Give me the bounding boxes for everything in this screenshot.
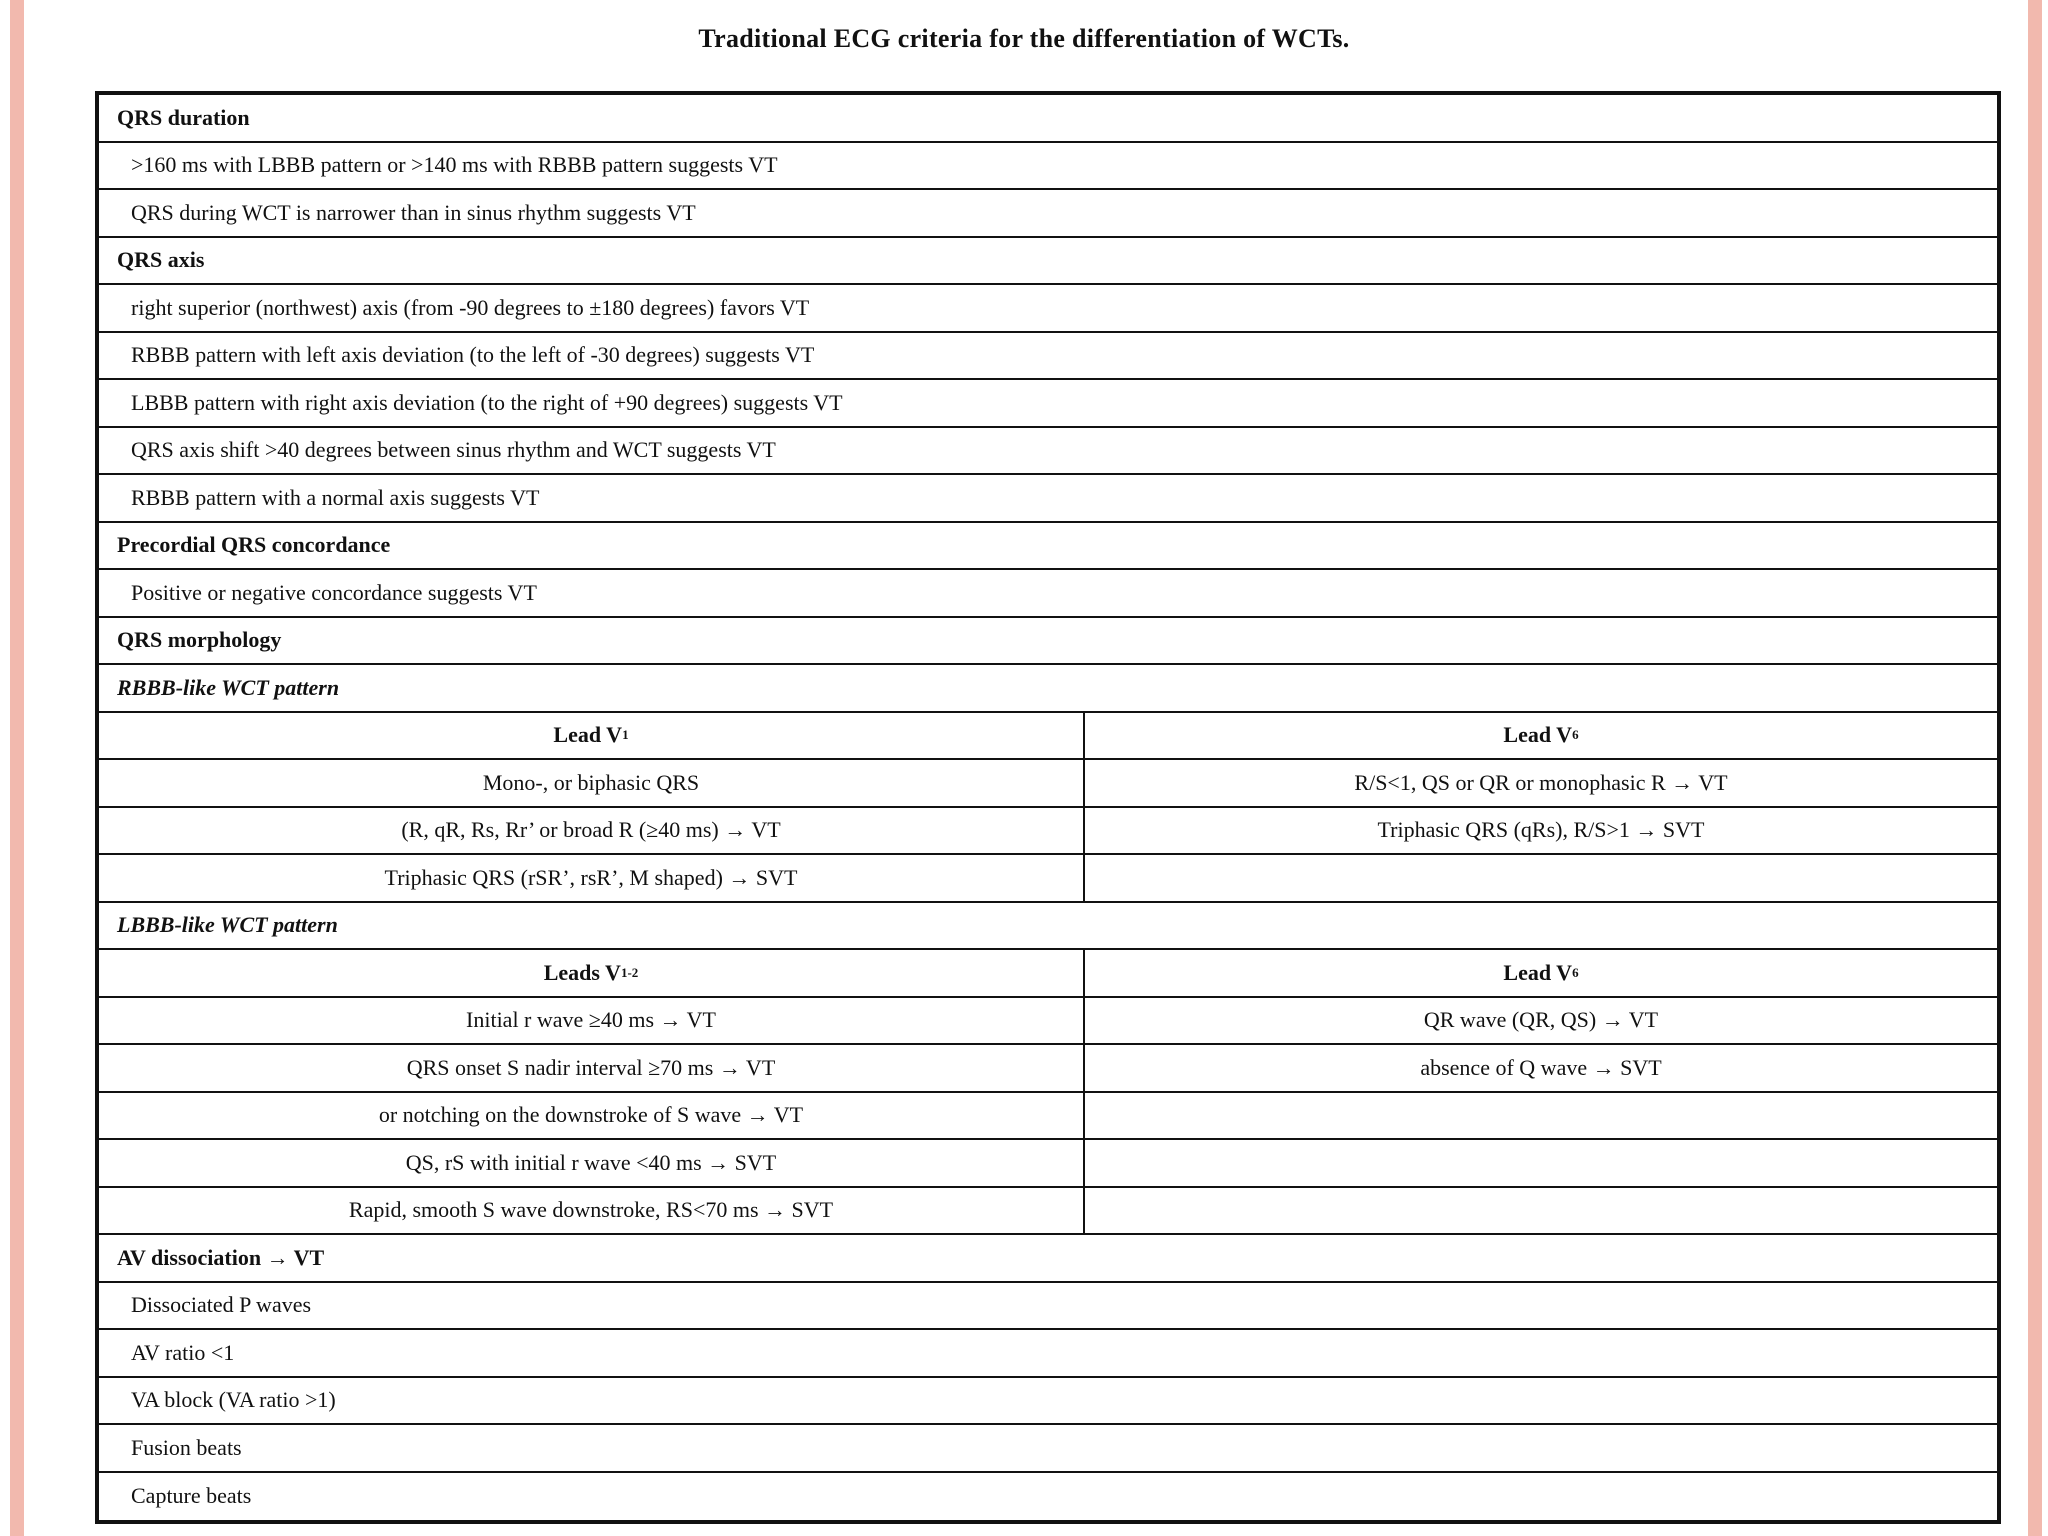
section-header-av-dissociation (99, 1235, 1997, 1283)
lead-v6-criterion (1085, 855, 1997, 901)
right-border-stripe (2028, 0, 2042, 1536)
section-header-morphology (99, 618, 1997, 666)
left-border-stripe (10, 0, 24, 1536)
criterion-text: Fusion beats (131, 1434, 242, 1460)
criterion-row (99, 190, 1997, 238)
subsection-heading: LBBB-like WCT pattern (117, 912, 338, 938)
criterion-row (99, 1378, 1997, 1426)
criterion-text: VA block (VA ratio >1) (131, 1387, 336, 1413)
criterion-text: LBBB pattern with right axis deviation (to the right of +90 degrees) suggests VT (131, 389, 843, 415)
section-header-concordance (99, 523, 1997, 571)
column-header-lead-v6 (1085, 950, 1997, 996)
subsection-header-lbbb (99, 903, 1997, 951)
criterion-text: right superior (northwest) axis (from -90 degrees to ±180 degrees) favors VT (131, 294, 810, 320)
criterion-text: AV ratio <1 (131, 1339, 235, 1365)
criterion-text: RBBB pattern with left axis deviation (to the left of -30 degrees) suggests VT (131, 342, 815, 368)
column-header-row (99, 713, 1997, 761)
section-heading: QRS duration (117, 104, 250, 130)
column-header-text: Lead V (1503, 722, 1573, 748)
criterion-text: Positive or negative concordance suggests VT (131, 579, 537, 605)
criterion-row (99, 428, 1997, 476)
column-header-subscript: 1-2 (620, 964, 639, 980)
table-row (99, 760, 1997, 808)
leads-v1-2-criterion: Rapid, smooth S wave downstroke, RS<70 ms → SVT (99, 1188, 1085, 1234)
subsection-heading: RBBB-like WCT pattern (117, 674, 340, 700)
column-header-subscript: 1 (622, 727, 629, 743)
lead-v6-criterion: absence of Q wave → SVT (1420, 1054, 1662, 1080)
criterion-text: QRS axis shift >40 degrees between sinus rhythm and WCT suggests VT (131, 437, 776, 463)
column-header-leads-v1-2 (99, 950, 1085, 996)
leads-v1-2-criterion: QRS onset S nadir interval ≥70 ms → VT (99, 1045, 1085, 1091)
lead-v6-criterion (1085, 1093, 1997, 1139)
criterion-row (99, 1425, 1997, 1473)
criteria-table (95, 91, 2001, 1524)
lead-v6-criterion: R/S<1, QS or QR or monophasic R → VT (1354, 769, 1728, 795)
criterion-text: QRS during WCT is narrower than in sinus rhythm suggests VT (131, 199, 696, 225)
criterion-row (99, 285, 1997, 333)
criterion-text: >160 ms with LBBB pattern or >140 ms with RBBB pattern suggests VT (131, 152, 778, 178)
lead-v1-criterion: (R, qR, Rs, Rr’ or broad R (≥40 ms) → VT (99, 808, 1085, 854)
criterion-row (99, 1330, 1997, 1378)
section-heading: QRS axis (117, 247, 205, 273)
lead-v6-criterion: Triphasic QRS (qRs), R/S>1 → SVT (1377, 817, 1705, 843)
lead-v6-criterion (1085, 1188, 1997, 1234)
column-header-row (99, 950, 1997, 998)
table-row (99, 1093, 1997, 1141)
table-row (99, 808, 1997, 856)
table-row (99, 1045, 1997, 1093)
section-heading: AV dissociation → VT (117, 1244, 325, 1270)
subsection-header-rbbb (99, 665, 1997, 713)
column-header-lead-v6 (1085, 713, 1997, 759)
table-row (99, 1188, 1997, 1236)
criterion-text: Capture beats (131, 1483, 252, 1509)
criterion-row (99, 1283, 1997, 1331)
criterion-row (99, 570, 1997, 618)
criterion-text: Dissociated P waves (131, 1292, 312, 1318)
column-header-text: Lead V (553, 722, 623, 748)
section-heading: QRS morphology (117, 627, 282, 653)
criterion-row (99, 475, 1997, 523)
column-header-text: Lead V (1503, 959, 1573, 985)
leads-v1-2-criterion: QS, rS with initial r wave <40 ms → SVT (99, 1140, 1085, 1186)
section-heading: Precordial QRS concordance (117, 532, 391, 558)
criterion-text: RBBB pattern with a normal axis suggests VT (131, 484, 540, 510)
column-header-text: Leads V (543, 959, 621, 985)
criterion-row (99, 1473, 1997, 1521)
table-row (99, 1140, 1997, 1188)
lead-v1-criterion: Mono-, or biphasic QRS (99, 760, 1085, 806)
column-header-lead-v1 (99, 713, 1085, 759)
table-row (99, 998, 1997, 1046)
lead-v6-criterion: QR wave (QR, QS) → VT (1423, 1007, 1659, 1033)
criterion-row (99, 143, 1997, 191)
table-row (99, 855, 1997, 903)
column-header-subscript: 6 (1572, 964, 1579, 980)
document-title: Traditional ECG criteria for the differentiation of WCTs. (698, 24, 1350, 53)
column-header-subscript: 6 (1572, 727, 1579, 743)
lead-v6-criterion (1085, 1140, 1997, 1186)
leads-v1-2-criterion: or notching on the downstroke of S wave → VT (99, 1093, 1085, 1139)
section-header-qrs-duration (99, 95, 1997, 143)
leads-v1-2-criterion: Initial r wave ≥40 ms → VT (99, 998, 1085, 1044)
criterion-row (99, 380, 1997, 428)
criterion-row (99, 333, 1997, 381)
lead-v1-criterion: Triphasic QRS (rSR’, rsR’, M shaped) → SVT (99, 855, 1085, 901)
section-header-qrs-axis (99, 238, 1997, 286)
